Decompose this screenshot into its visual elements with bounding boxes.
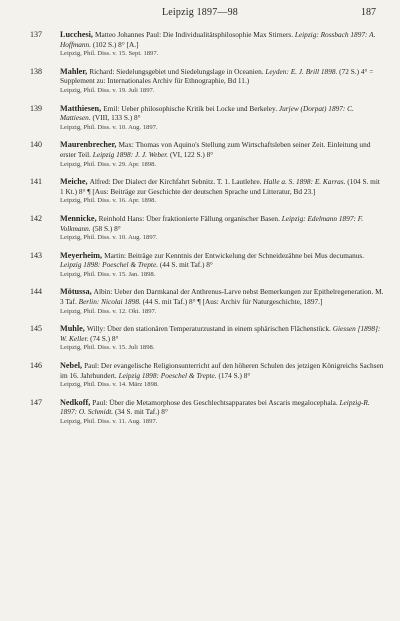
work-title: Paul: Der evangelische Religionsunterricht auf den höheren Schulen des jetzigen Königreichs Sachsen im 16. Jahrhundert. — [60, 361, 384, 380]
physical-details: (34 S. mit Taf.) 8° — [114, 407, 168, 417]
publication-info: Leipzig 1898: Poeschel & Trepte. — [60, 260, 160, 270]
list-item — [30, 104, 385, 133]
running-head: Leipzig 1897—98 — [161, 7, 239, 18]
author-name: Meiche, — [60, 177, 90, 187]
work-title: Paul: Über die Metamorphose des Geschlechtsapparates bei Ascaris megalocephala. — [92, 397, 340, 407]
list-item — [30, 140, 385, 169]
author-name: Meyerheim, — [60, 250, 105, 260]
entry-number: 138 — [30, 66, 42, 76]
entry-number: 140 — [30, 140, 42, 150]
author-name: Maurenbrecher, — [60, 140, 119, 150]
thesis-note: Leipzig, Phil. Diss. v. 15. Juli 1898. — [60, 344, 155, 352]
publication-info: Leipzig 1898: Poeschel & Trepte. — [118, 370, 219, 380]
thesis-note: Leipzig, Phil. Diss. v. 10. Aug. 1897. — [60, 123, 158, 131]
list-item — [30, 214, 385, 243]
physical-details: (174 S.) 8° — [218, 370, 251, 380]
publication-info: Leyden: E. J. Brill 1898. — [265, 66, 340, 76]
thesis-note: Leipzig, Phil. Diss. v. 14. März 1898. — [60, 381, 159, 389]
physical-details: (102 S.) 8° [A.] — [92, 39, 139, 49]
work-title: Albin: Ueber den Darmkanal der Anthrenus-Larve nebst Bemerkungen zur Epithelregeneration. M. 3 Taf. — [60, 287, 384, 307]
author-name: Lucchesi, — [60, 30, 96, 39]
page-header — [0, 7, 400, 21]
list-item — [30, 324, 385, 353]
publication-info: Leipzig: Rossbach 1897: A. Hoffmann. — [60, 30, 376, 49]
entry-number: 139 — [30, 103, 42, 113]
author-name: Mahler, — [60, 66, 90, 76]
author-name: Nedkoff, — [60, 397, 93, 407]
author-name: Nebel, — [60, 361, 85, 371]
work-title: Emil: Ueber philosophische Kritik bei Locke und Berkeley. — [103, 103, 279, 113]
thesis-note: Leipzig, Phil. Diss. v. 15. Jan. 1898. — [60, 270, 156, 278]
entry-number: 145 — [30, 324, 42, 334]
thesis-note: Leipzig, Phil. Diss. v. 15. Sept. 1897. — [60, 50, 159, 58]
thesis-note: Leipzig, Phil. Diss. v. 10. Aug. 1897. — [60, 234, 158, 242]
entry-number: 141 — [30, 177, 42, 187]
physical-details: (44 S. mit Taf.) 8° ¶ [Aus: Archiv für Naturgeschichte, 1897.] — [142, 297, 323, 307]
entry-number: 143 — [30, 250, 42, 260]
work-title: Matteo Johannes Paul: Die Individualitätsphilosophie Max Stirners. — [95, 30, 295, 39]
author-name: Mötussa, — [60, 287, 94, 297]
entry-number: 137 — [30, 30, 42, 39]
work-title: Alfred: Der Dialect der Kirchfahrt Sebnitz. T. 1. Lautlehre. — [89, 177, 264, 187]
publication-info: Berlin: Nicolai 1898. — [78, 297, 143, 307]
entry-number: 146 — [30, 361, 42, 371]
physical-details: (VIII, 133 S.) 8° — [92, 113, 141, 123]
list-item — [30, 251, 385, 280]
entry-number: 147 — [30, 397, 42, 407]
physical-details: (74 S.) 8° — [90, 333, 119, 343]
publication-info: Leipzig 1898: J. J. Weber. — [92, 149, 170, 159]
work-title: Willy: Über den stationären Temperaturzustand in einem sphärischen Flächenstück. — [86, 324, 333, 334]
physical-details: (104 S. mit 1 Kt.) 8° ¶ [Aus: Beiträge zur Geschichte der deutschen Sprache und Litteratur, Bd 23.] — [60, 177, 380, 196]
entry-number: 142 — [30, 213, 42, 223]
list-item — [30, 398, 385, 427]
physical-details: (58 S.) 8° — [92, 223, 121, 233]
publication-info: Leipzig-R. 1897: O. Schmidt. — [60, 397, 370, 417]
publication-info: Leipzig: Edelmann 1897: F. Volkmann. — [60, 213, 364, 233]
physical-details: (44 S. mit Taf.) 8° — [159, 260, 213, 270]
publication-info: Jurjew (Dorpat) 1897: C. Mattiesen. — [60, 103, 354, 123]
page-number: 187 — [361, 7, 376, 18]
work-title: Max: Thomas von Aquino's Stellung zum Wirtschaftsleben seiner Zeit. Einleitung und erster Teil. — [60, 140, 371, 159]
thesis-note: Leipzig, Phil. Diss. v. 29. Apr. 1898. — [60, 160, 157, 168]
entry-number: 144 — [30, 287, 42, 297]
list-item — [30, 287, 385, 316]
physical-details: (72 S.) 4° = Supplement zu: Internationales Archiv für Ethnographie, Bd 11.) — [60, 66, 374, 86]
thesis-note: Leipzig, Phil. Diss. v. 12. Okt. 1897. — [60, 307, 157, 315]
thesis-note: Leipzig, Phil. Diss. v. 19. Juli 1897. — [60, 86, 155, 94]
publication-info: Halle a. S. 1898: E. Karras. — [263, 177, 348, 187]
list-item — [30, 67, 385, 96]
work-title: Richard: Siedelungsgebiet und Siedelungslage in Oceanien. — [89, 66, 266, 76]
author-name: Matthiesen, — [60, 103, 104, 113]
author-name: Muhle, — [60, 324, 87, 334]
work-title: Martin: Beiträge zur Kenntnis der Entwickelung der Schneidezähne bei Mus decumanus. — [104, 250, 365, 260]
author-name: Mennicke, — [60, 213, 99, 223]
list-item — [30, 30, 385, 59]
thesis-note: Leipzig, Phil. Diss. v. 16. Apr. 1898. — [60, 197, 157, 205]
work-title: Reinhold Hans: Über fraktionierte Fällung organischer Basen. — [98, 213, 282, 223]
publication-info: Giessen [1898]: W. Keller. — [60, 324, 381, 343]
list-item — [30, 361, 385, 390]
entry-list — [30, 30, 385, 435]
list-item — [30, 177, 385, 206]
thesis-note: Leipzig, Phil. Diss. v. 11. Aug. 1897. — [60, 418, 158, 425]
physical-details: (VI, 122 S.) 8° — [169, 149, 214, 159]
